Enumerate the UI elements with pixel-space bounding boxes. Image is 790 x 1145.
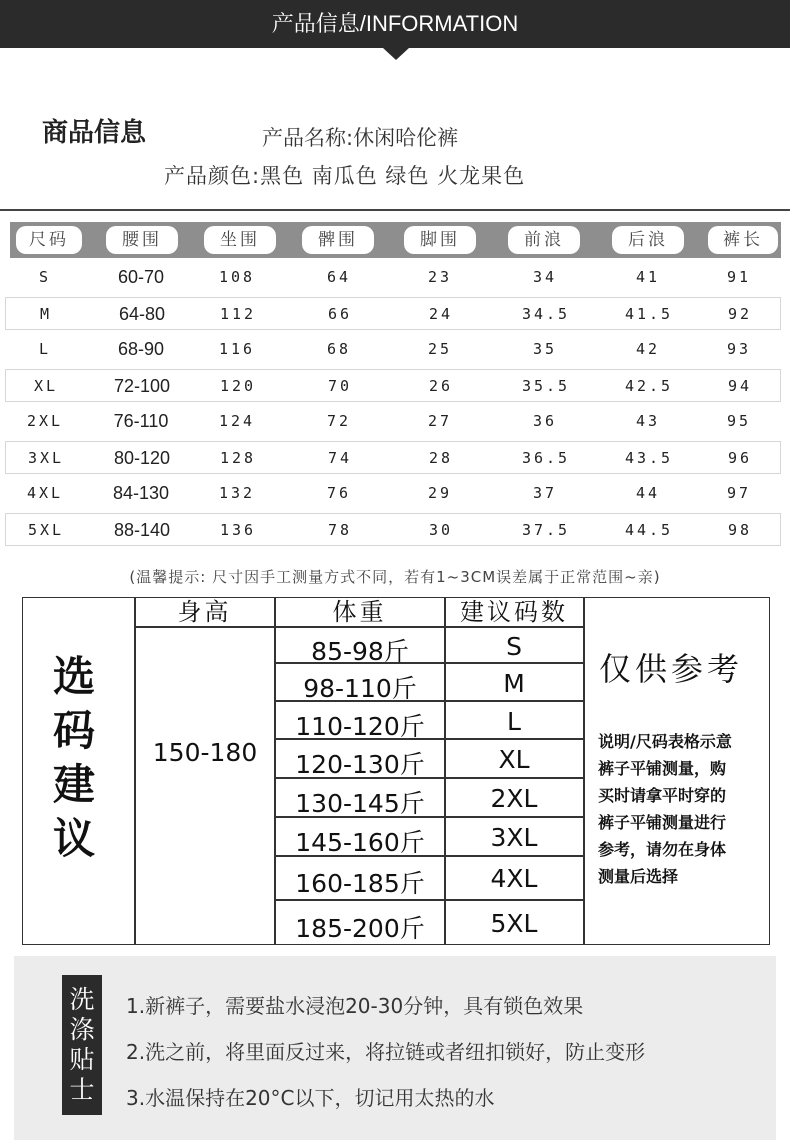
size-cell: S	[506, 632, 522, 661]
measurement-note	[598, 728, 770, 890]
table-cell: 91	[726, 268, 752, 286]
table-cell: 34	[532, 268, 558, 286]
table-cell: 34.5	[521, 305, 571, 323]
table-cell: 112	[219, 305, 257, 323]
table-cell: 41	[635, 268, 661, 286]
table-cell: 92	[727, 305, 753, 323]
table-cell: 42.5	[624, 377, 674, 395]
product-name: 产品名称:休闲哈伦裤	[262, 126, 459, 150]
table-cell: 44.5	[624, 521, 674, 539]
weight-header: 体重	[332, 598, 387, 626]
table-cell: 23	[427, 268, 453, 286]
banner-arrow-icon	[383, 48, 409, 60]
weight-cell: 145-160斤	[295, 828, 425, 857]
table-row	[5, 333, 781, 366]
size-cell: 5XL	[490, 909, 538, 938]
label-char: 洗	[69, 985, 95, 1014]
table-cell: 136	[219, 521, 257, 539]
table-cell: 25	[427, 340, 453, 358]
note-line: 说明/尺码表格示意	[598, 732, 732, 751]
washing-tip-item: 1.新裤子，需要盐水浸泡20-30分钟，具有锁色效果	[126, 994, 584, 1018]
table-cell: 60-70	[117, 267, 165, 287]
table-cell: 37.5	[521, 521, 571, 539]
washing-tip-item: 3.水温保持在20°C以下，切记用太热的水	[126, 1086, 495, 1110]
table-row	[5, 513, 781, 546]
table-cell: 78	[327, 521, 353, 539]
side-title-char: 选	[53, 652, 96, 701]
header-cell: 腰围	[106, 226, 178, 254]
product-info-heading: 商品信息	[42, 118, 147, 148]
grid-line	[134, 626, 584, 628]
table-cell: 44	[635, 484, 661, 502]
table-cell: 35.5	[521, 377, 571, 395]
table-cell: 128	[219, 449, 257, 467]
note-line: 参考，请勿在身体	[598, 840, 727, 859]
washing-tip-item: 2.洗之前，将里面反过来，将拉链或者纽扣锁好，防止变形	[126, 1040, 646, 1064]
banner-title: 产品信息/INFORMATION	[271, 11, 519, 36]
table-row	[5, 369, 781, 402]
measurement-tip: (温馨提示: 尺寸因手工测量方式不同，若有1~3CM误差属于正常范围~亲)	[129, 568, 661, 586]
table-cell: 28	[428, 449, 454, 467]
table-cell: 35	[532, 340, 558, 358]
table-row	[5, 477, 781, 510]
table-row	[5, 261, 781, 294]
note-line: 测量后选择	[598, 867, 679, 886]
table-cell: 4XL	[26, 484, 64, 502]
size-cell: 4XL	[490, 864, 538, 893]
table-cell: 27	[427, 412, 453, 430]
size-cell: 3XL	[490, 823, 538, 852]
table-row	[5, 405, 781, 438]
table-cell: 29	[427, 484, 453, 502]
side-title-char: 建	[53, 760, 96, 809]
header-cell: 后浪	[612, 226, 684, 254]
table-cell: 68	[326, 340, 352, 358]
table-cell: 124	[218, 412, 256, 430]
table-cell: 37	[532, 484, 558, 502]
table-cell: 72-100	[113, 376, 171, 396]
grid-line	[583, 598, 585, 944]
weight-cell: 160-185斤	[295, 869, 425, 898]
table-cell: 5XL	[27, 521, 65, 539]
note-line: 买时请拿平时穿的	[598, 786, 727, 805]
table-cell: 93	[726, 340, 752, 358]
table-cell: 30	[428, 521, 454, 539]
weight-cell: 130-145斤	[295, 789, 425, 818]
header-cell: 裤长	[708, 226, 778, 254]
table-cell: 36.5	[521, 449, 571, 467]
table-cell: 132	[218, 484, 256, 502]
header-cell: 脚围	[404, 226, 476, 254]
label-char: 涤	[69, 1015, 95, 1044]
weight-cell: 120-130斤	[295, 750, 425, 779]
table-cell: 116	[218, 340, 256, 358]
table-cell: 74	[327, 449, 353, 467]
table-row	[5, 297, 781, 330]
header-cell: 髀围	[302, 226, 374, 254]
table-cell: 36	[532, 412, 558, 430]
table-cell: 76	[326, 484, 352, 502]
note-line: 裤子平铺测量，购	[598, 759, 727, 778]
size-recommendation-table	[22, 597, 770, 945]
table-cell: 98	[727, 521, 753, 539]
size-cell: XL	[498, 745, 530, 774]
grid-line	[134, 598, 136, 944]
weight-cell: 110-120斤	[295, 712, 425, 741]
size-cell: L	[507, 707, 521, 736]
table-cell: 95	[726, 412, 752, 430]
size-cell: 2XL	[490, 784, 538, 813]
table-cell: 66	[327, 305, 353, 323]
table-cell: 43.5	[624, 449, 674, 467]
table-cell: 42	[635, 340, 661, 358]
table-cell: 96	[727, 449, 753, 467]
table-cell: 97	[726, 484, 752, 502]
weight-cell: 85-98斤	[311, 637, 409, 666]
table-cell: M	[39, 305, 53, 323]
height-range: 150-180	[152, 738, 258, 767]
table-cell: 3XL	[27, 449, 65, 467]
table-cell: 80-120	[113, 448, 171, 468]
label-char: 贴	[69, 1045, 95, 1074]
table-cell: 24	[428, 305, 454, 323]
table-cell: 68-90	[117, 339, 165, 359]
side-title-char: 议	[53, 814, 96, 863]
product-colors: 产品颜色:黑色 南瓜色 绿色 火龙果色	[164, 164, 526, 188]
side-title-char: 码	[53, 706, 96, 755]
table-cell: L	[38, 340, 52, 358]
size-header: 建议码数	[460, 598, 568, 626]
header-cell: 坐围	[204, 226, 276, 254]
note-line: 裤子平铺测量进行	[598, 813, 727, 832]
weight-cell: 185-200斤	[295, 914, 425, 943]
table-cell: S	[38, 268, 52, 286]
table-cell: XL	[33, 377, 59, 395]
table-cell: 84-130	[112, 483, 170, 503]
table-cell: 94	[727, 377, 753, 395]
table-cell: 120	[219, 377, 257, 395]
table-cell: 88-140	[113, 520, 171, 540]
table-cell: 2XL	[26, 412, 64, 430]
table-cell: 64	[326, 268, 352, 286]
washing-tips-label	[62, 975, 102, 1115]
size-cell: M	[503, 669, 525, 698]
table-cell: 108	[218, 268, 256, 286]
header-cell: 尺码	[16, 226, 82, 254]
table-row	[5, 441, 781, 474]
table-cell: 43	[635, 412, 661, 430]
table-cell: 70	[327, 377, 353, 395]
reference-only-label: 仅供参考	[599, 650, 744, 688]
table-cell: 26	[428, 377, 454, 395]
table-cell: 64-80	[118, 304, 166, 324]
header-cell: 前浪	[508, 226, 580, 254]
divider	[0, 209, 790, 211]
height-header: 身高	[177, 598, 232, 626]
label-char: 士	[69, 1075, 95, 1104]
table-cell: 41.5	[624, 305, 674, 323]
table-cell: 76-110	[113, 411, 169, 431]
weight-cell: 98-110斤	[303, 674, 417, 703]
table-cell: 72	[326, 412, 352, 430]
